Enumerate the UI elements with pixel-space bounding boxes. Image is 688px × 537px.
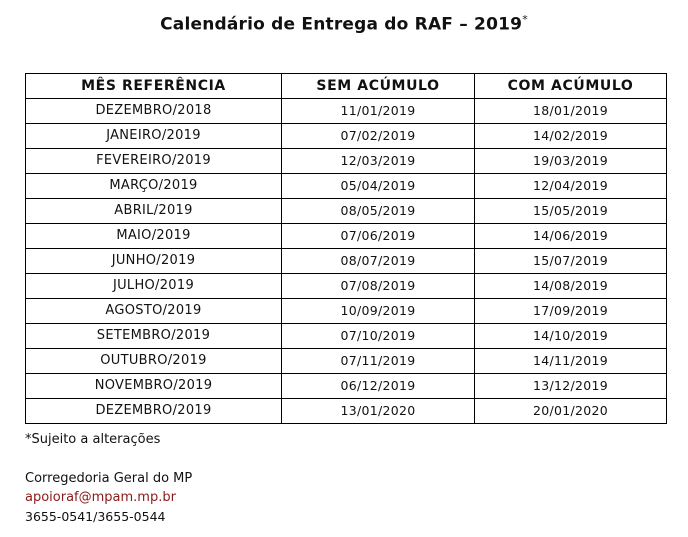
cell-com-acumulo: 13/12/2019	[475, 374, 667, 399]
cell-sem-acumulo: 07/06/2019	[282, 224, 475, 249]
table-row	[26, 199, 667, 224]
cell-com-acumulo: 15/05/2019	[475, 199, 667, 224]
cell-com-acumulo: 15/07/2019	[475, 249, 667, 274]
organization-name: Corregedoria Geral do MP	[25, 471, 193, 486]
cell-sem-acumulo: 07/08/2019	[282, 274, 475, 299]
table-header-row	[26, 74, 667, 99]
delivery-calendar-table	[25, 73, 667, 424]
header-com-acumulo: COM ACÚMULO	[475, 74, 667, 99]
table-row	[26, 349, 667, 374]
cell-com-acumulo: 14/08/2019	[475, 274, 667, 299]
cell-mes-referencia: ABRIL/2019	[26, 199, 282, 224]
cell-mes-referencia: MAIO/2019	[26, 224, 282, 249]
table-row	[26, 174, 667, 199]
table-row	[26, 224, 667, 249]
cell-mes-referencia: AGOSTO/2019	[26, 299, 282, 324]
contact-block	[25, 469, 192, 526]
cell-com-acumulo: 14/06/2019	[475, 224, 667, 249]
title-asterisk: *	[522, 13, 528, 26]
table-row	[26, 99, 667, 124]
cell-sem-acumulo: 08/07/2019	[282, 249, 475, 274]
cell-sem-acumulo: 10/09/2019	[282, 299, 475, 324]
table-row	[26, 149, 667, 174]
cell-com-acumulo: 14/11/2019	[475, 349, 667, 374]
cell-com-acumulo: 20/01/2020	[475, 399, 667, 424]
cell-sem-acumulo: 07/11/2019	[282, 349, 475, 374]
cell-mes-referencia: JANEIRO/2019	[26, 124, 282, 149]
cell-com-acumulo: 19/03/2019	[475, 149, 667, 174]
cell-mes-referencia: SETEMBRO/2019	[26, 324, 282, 349]
cell-com-acumulo: 18/01/2019	[475, 99, 667, 124]
cell-sem-acumulo: 06/12/2019	[282, 374, 475, 399]
cell-sem-acumulo: 08/05/2019	[282, 199, 475, 224]
table-row	[26, 274, 667, 299]
cell-mes-referencia: JULHO/2019	[26, 274, 282, 299]
page-title	[0, 13, 688, 35]
cell-sem-acumulo: 11/01/2019	[282, 99, 475, 124]
table-row	[26, 124, 667, 149]
cell-com-acumulo: 14/02/2019	[475, 124, 667, 149]
cell-mes-referencia: DEZEMBRO/2018	[26, 99, 282, 124]
contact-email[interactable]: apoioraf@mpam.mp.br	[25, 490, 176, 505]
table-row	[26, 374, 667, 399]
cell-mes-referencia: FEVEREIRO/2019	[26, 149, 282, 174]
cell-sem-acumulo: 07/10/2019	[282, 324, 475, 349]
cell-com-acumulo: 12/04/2019	[475, 174, 667, 199]
header-mes-referencia: MÊS REFERÊNCIA	[26, 74, 282, 99]
cell-com-acumulo: 17/09/2019	[475, 299, 667, 324]
cell-mes-referencia: JUNHO/2019	[26, 249, 282, 274]
header-sem-acumulo: SEM ACÚMULO	[282, 74, 475, 99]
cell-mes-referencia: NOVEMBRO/2019	[26, 374, 282, 399]
cell-mes-referencia: OUTUBRO/2019	[26, 349, 282, 374]
cell-com-acumulo: 14/10/2019	[475, 324, 667, 349]
cell-mes-referencia: MARÇO/2019	[26, 174, 282, 199]
table-row	[26, 299, 667, 324]
table-row	[26, 399, 667, 424]
title-text: Calendário de Entrega do RAF – 2019	[160, 14, 523, 35]
cell-mes-referencia: DEZEMBRO/2019	[26, 399, 282, 424]
footnote: *Sujeito a alterações	[25, 432, 161, 447]
table-row	[26, 249, 667, 274]
cell-sem-acumulo: 13/01/2020	[282, 399, 475, 424]
contact-phones: 3655-0541/3655-0544	[25, 509, 166, 524]
cell-sem-acumulo: 05/04/2019	[282, 174, 475, 199]
cell-sem-acumulo: 07/02/2019	[282, 124, 475, 149]
table-row	[26, 324, 667, 349]
cell-sem-acumulo: 12/03/2019	[282, 149, 475, 174]
